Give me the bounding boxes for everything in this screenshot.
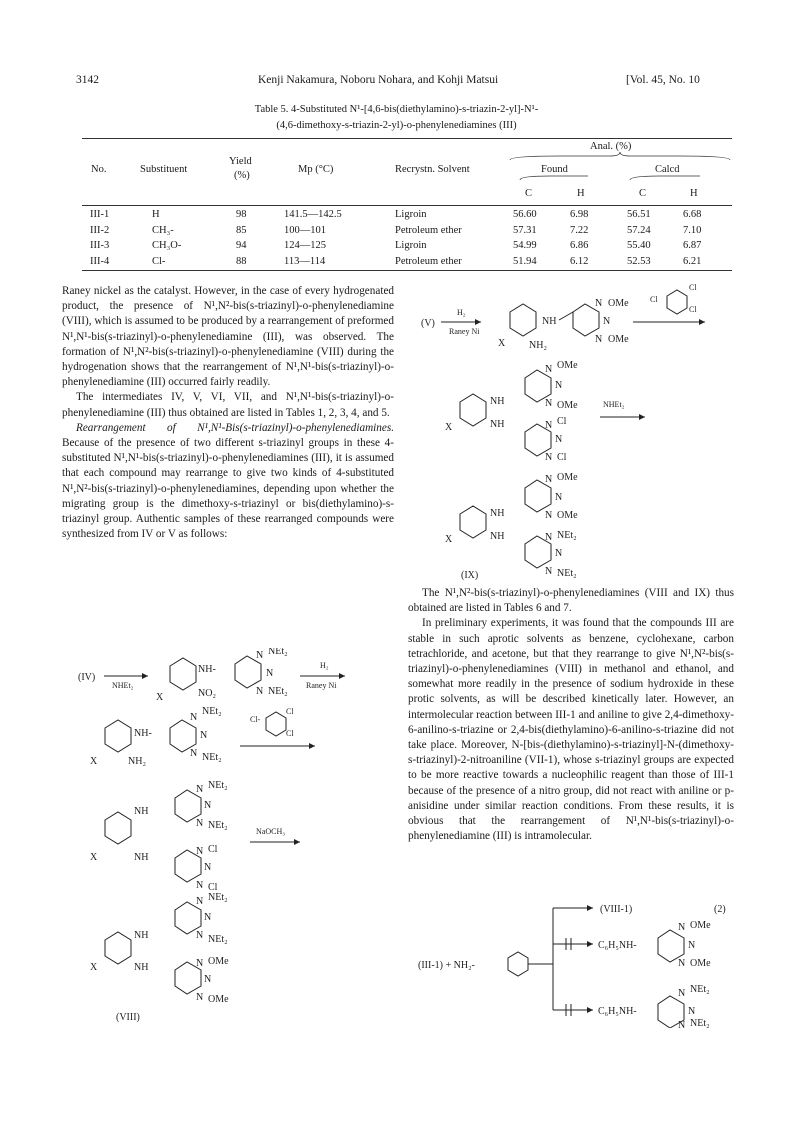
paragraph: The intermediates IV, V, VI, VII, and N¹,N¹-bis(s-triazinyl)-o-phenylenediamine (III) thus obtained are listed in Tables 1, 2, 3, 4, and 5. — [62, 391, 394, 419]
svg-text:NEt₂: NEt₂ — [690, 984, 710, 995]
table-cell-no: III-2 — [90, 224, 110, 236]
svg-text:N: N — [603, 316, 611, 327]
th-mp: Mp (°C) — [298, 164, 334, 175]
svg-text:H₂: H₂ — [457, 308, 466, 317]
table-cell-no: III-4 — [90, 255, 110, 267]
svg-text:N: N — [190, 712, 198, 723]
svg-text:X: X — [90, 852, 98, 863]
svg-text:N: N — [196, 930, 204, 941]
scheme-aniline — [408, 900, 736, 1028]
svg-text:N: N — [204, 800, 212, 811]
svg-text:X: X — [90, 962, 98, 973]
table-cell-solvent: Petroleum ether — [395, 224, 462, 236]
table-cell-ch: 6.68 — [683, 209, 702, 220]
svg-text:NH₂: NH₂ — [128, 756, 146, 767]
svg-text:Cl-: Cl- — [250, 715, 261, 724]
svg-text:NEt₂: NEt₂ — [208, 934, 228, 945]
table-cell-yield: 98 — [236, 209, 247, 220]
svg-text:NO₂: NO₂ — [198, 688, 216, 699]
svg-text:NH: NH — [134, 930, 149, 941]
volume-info: [Vol. 45, No. 10 — [626, 74, 700, 86]
scheme-iv-to-viii — [70, 648, 400, 1026]
table-cell-no: III-1 — [90, 209, 110, 220]
svg-text:Cl: Cl — [208, 882, 218, 893]
svg-text:NaOCH₃: NaOCH₃ — [256, 827, 286, 836]
table-cell-fc: 56.60 — [513, 209, 537, 220]
svg-text:(IV): (IV) — [78, 672, 96, 683]
svg-text:C₆H₅NH-: C₆H₅NH- — [598, 940, 637, 951]
svg-text:N: N — [678, 988, 686, 999]
table-cell-yield: 85 — [236, 224, 247, 236]
svg-text:(2): (2) — [714, 904, 726, 915]
left-column-text — [62, 284, 394, 542]
svg-text:Raney Ni: Raney Ni — [306, 681, 337, 690]
svg-text:N: N — [256, 650, 264, 661]
svg-text:N: N — [555, 548, 563, 559]
table-cell-fh: 6.98 — [570, 209, 589, 220]
svg-text:N: N — [678, 958, 686, 969]
svg-text:X: X — [498, 338, 506, 349]
svg-text:NH: NH — [490, 419, 505, 430]
svg-text:NEt₂: NEt₂ — [202, 706, 222, 717]
svg-text:N: N — [196, 958, 204, 969]
svg-text:Cl: Cl — [286, 707, 294, 716]
table-top-rule — [82, 138, 732, 139]
table-cell-ch: 6.21 — [683, 255, 702, 267]
table-cell-yield: 94 — [236, 240, 247, 251]
svg-text:NH: NH — [134, 962, 149, 973]
svg-text:X: X — [156, 692, 164, 703]
svg-text:OMe: OMe — [608, 298, 629, 309]
th-anal: Anal. (%) — [590, 141, 632, 152]
svg-text:Cl: Cl — [689, 305, 697, 314]
svg-text:N: N — [545, 420, 553, 431]
svg-text:N: N — [555, 434, 563, 445]
table-cell-fc: 51.94 — [513, 255, 537, 267]
table-cell-sub: H — [152, 209, 160, 220]
table-cell-fc: 54.99 — [513, 240, 537, 251]
paragraph: In preliminary experiments, it was found that the compounds III are stable in such aprotic solvents as benzene, cyclohexane, carbon tetrachloride, and acetone, but that they rearrange to give N¹,N²-bis(s-triazinyl)-o-phenylenediamines (VIII) in methanol and ethanol, and somewhat more readily in the presence of sodium hydroxide in these protic solvents, as will be described kinetically later. However, an intermolecular reaction between III-1 and aniline to give 2,4-dimethoxy-6-anilino-s-triazine or 2,4-bis(diethylamino)-6-anilino-s-triazine did not take place. Moreover, N-[bis-(diethylamino)-s-triazinyl]-N-(dimethoxy-s-triazinyl)-2-nitroaniline (VII-1), whose s-triazinyl groups are expected to be more reactive towards a nucleophilic reagent than those of III-1 because of the presence of a nitro group, did not react with aniline or p-anisidine under similar reaction conditions. From these results, it is obvious that the rearrangement of N¹,N¹-bis(s-triazinyl)-o-phenylenediamine (III) is intramolecular. — [408, 617, 734, 843]
table-cell-ch: 6.87 — [683, 240, 702, 251]
svg-text:N: N — [595, 334, 603, 345]
svg-text:N: N — [555, 492, 563, 503]
svg-text:(VIII-1): (VIII-1) — [600, 904, 633, 915]
label-viii: (VIII) — [116, 1012, 140, 1023]
svg-text:N: N — [545, 398, 553, 409]
svg-text:OMe: OMe — [557, 400, 578, 411]
svg-text:OMe: OMe — [557, 360, 578, 371]
svg-text:N: N — [204, 862, 212, 873]
table-cell-cc: 55.40 — [627, 240, 651, 251]
svg-text:N: N — [555, 380, 563, 391]
page-number: 3142 — [76, 74, 99, 86]
svg-text:Cl: Cl — [689, 283, 697, 292]
table-cell-solvent: Petroleum ether — [395, 255, 462, 267]
table-cell-mp: 113—114 — [284, 255, 326, 267]
svg-text:N: N — [204, 912, 212, 923]
table-header-rule — [82, 205, 732, 206]
paragraph: Because of the presence of two different s-triazinyl groups in these 4-substituted N¹,N¹-bis(s-triazinyl)-o-phenylenediamines (III), it is assumed that each compound may rearrange to give two kinds of 4-substituted N¹,N²-bis(s-triazinyl)-o-phenylenediamines, depending upon whether the migrating group is the dimethoxy-s-triazinyl or bis(diethylamino)-s-triazinyl group. Authentic samples of these rearranged compounds were synthesized from IV or V as follows: — [62, 437, 394, 541]
table-cell-fh: 7.22 — [570, 224, 589, 236]
label-ix: (IX) — [461, 570, 479, 580]
svg-text:OMe: OMe — [208, 994, 229, 1005]
svg-text:OMe: OMe — [208, 956, 229, 967]
svg-text:NEt₂: NEt₂ — [268, 686, 288, 697]
svg-text:Cl: Cl — [557, 452, 567, 463]
svg-text:N: N — [545, 510, 553, 521]
th-yield-unit: (%) — [234, 170, 250, 181]
table-cell-solvent: Ligroin — [395, 240, 427, 251]
table-cell-mp: 141.5—142.5 — [284, 209, 342, 220]
svg-text:Cl: Cl — [286, 729, 294, 738]
svg-text:N: N — [595, 298, 603, 309]
svg-text:X: X — [445, 422, 453, 433]
svg-text:X: X — [90, 756, 98, 767]
svg-text:(V): (V) — [421, 318, 435, 329]
svg-text:NH: NH — [134, 852, 149, 863]
svg-text:N: N — [545, 474, 553, 485]
svg-text:Cl: Cl — [650, 295, 658, 304]
svg-text:NEt₂: NEt₂ — [208, 892, 228, 903]
table-cell-no: III-3 — [90, 240, 110, 251]
th-found: Found — [541, 164, 568, 175]
svg-text:NEt₂: NEt₂ — [202, 752, 222, 763]
table-cell-sub: CH₃O- — [152, 240, 182, 251]
svg-text:NEt₂: NEt₂ — [208, 780, 228, 791]
table-bottom-rule — [82, 270, 732, 271]
svg-text:N: N — [545, 364, 553, 375]
svg-text:NEt₂: NEt₂ — [557, 530, 577, 541]
table-cell-sub: CH₃- — [152, 224, 174, 236]
svg-text:N: N — [545, 532, 553, 543]
svg-text:N: N — [200, 730, 208, 741]
th-no: No. — [91, 164, 107, 175]
svg-text:OMe: OMe — [690, 958, 711, 969]
th-yield: Yield — [229, 156, 252, 167]
svg-text:NEt₂: NEt₂ — [268, 648, 288, 657]
paragraph: Raney nickel as the catalyst. However, in the case of every hydrogenated product, the presence of N¹,N²-bis(s-triazinyl)-o-phenylenediamine (VIII), which is assumed to be produced by a rearrangement of preformed N¹,N¹-bis(s-triazinyl)-o-phenylenediamine (III), was observed. The formation of N¹,N²-bis(s-triazinyl)-o-phenylenediamine (VIII) during the hydrogenation shows that the rearrangement of N¹,N¹-bis(s-triazinyl)-o-phenylenediamine (III) occurred fairly readily. — [62, 285, 394, 389]
svg-text:N: N — [688, 1006, 696, 1017]
svg-text:N: N — [190, 748, 198, 759]
table-cell-fh: 6.12 — [570, 255, 589, 267]
svg-text:N: N — [196, 784, 204, 795]
right-column-text — [408, 586, 734, 844]
svg-text:H₂: H₂ — [320, 661, 329, 670]
table-cell-mp: 124—125 — [284, 240, 326, 251]
svg-text:NH: NH — [490, 396, 505, 407]
table-cell-ch: 7.10 — [683, 224, 702, 236]
svg-text:NEt₂: NEt₂ — [208, 820, 228, 831]
svg-text:(III-1) + NH₂-: (III-1) + NH₂- — [418, 960, 475, 971]
svg-text:OMe: OMe — [557, 472, 578, 483]
svg-text:C₆H₅NH-: C₆H₅NH- — [598, 1006, 637, 1017]
svg-text:Cl: Cl — [557, 416, 567, 427]
svg-text:N: N — [196, 896, 204, 907]
svg-text:N: N — [688, 940, 696, 951]
table-braces — [500, 148, 735, 188]
th-found-c: C — [525, 188, 533, 199]
table-caption-line1: Table 5. 4-Substituted N¹-[4,6-bis(diethylamino)-s-triazin-2-yl]-N¹- — [254, 104, 539, 115]
svg-text:NEt₂: NEt₂ — [557, 568, 577, 579]
svg-text:N: N — [196, 880, 204, 891]
table-cell-sub: Cl- — [152, 255, 166, 267]
svg-text:N: N — [266, 668, 274, 679]
svg-text:NH₂: NH₂ — [529, 340, 547, 351]
svg-text:NH: NH — [134, 806, 149, 817]
svg-text:OMe: OMe — [557, 510, 578, 521]
svg-text:Cl: Cl — [208, 844, 218, 855]
svg-text:N: N — [545, 452, 553, 463]
th-calcd-c: C — [639, 188, 647, 199]
svg-text:NHEt₂: NHEt₂ — [603, 400, 625, 409]
svg-text:NH: NH — [542, 316, 557, 327]
svg-text:N: N — [196, 818, 204, 829]
table-cell-solvent: Ligroin — [395, 209, 427, 220]
table-cell-cc: 56.51 — [627, 209, 651, 220]
running-authors: Kenji Nakamura, Noboru Nohara, and Kohji Matsui — [258, 74, 499, 86]
th-calcd: Calcd — [655, 164, 680, 175]
svg-text:NH: NH — [490, 508, 505, 519]
table-cell-yield: 88 — [236, 255, 247, 267]
table-cell-cc: 57.24 — [627, 224, 651, 236]
svg-text:N: N — [256, 686, 264, 697]
th-solvent: Recrystn. Solvent — [395, 164, 470, 175]
table-cell-mp: 100—101 — [284, 224, 326, 236]
th-found-h: H — [577, 188, 585, 199]
th-calcd-h: H — [690, 188, 698, 199]
section-heading: Rearrangement of N¹,N¹-Bis(s-triazinyl)-o-phenylenediamines. — [76, 421, 394, 434]
th-substituent: Substituent — [140, 164, 188, 175]
svg-text:NH-: NH- — [134, 728, 152, 739]
svg-text:N: N — [204, 974, 212, 985]
paragraph: The N¹,N²-bis(s-triazinyl)-o-phenylenediamines (VIII and IX) thus obtained are listed in Tables 6 and 7. — [408, 587, 734, 615]
svg-text:N: N — [678, 922, 686, 933]
svg-text:OMe: OMe — [690, 920, 711, 931]
svg-text:NH-: NH- — [198, 664, 216, 675]
table-cell-fh: 6.86 — [570, 240, 589, 251]
svg-text:OMe: OMe — [608, 334, 629, 345]
svg-text:N: N — [196, 992, 204, 1003]
svg-text:X: X — [445, 534, 453, 545]
svg-text:N: N — [196, 846, 204, 857]
svg-text:NEt₂: NEt₂ — [690, 1018, 710, 1028]
table-caption-line2: (4,6-dimethoxy-s-triazin-2-yl)-o-phenylenediamines (III) — [276, 120, 517, 131]
svg-text:NH: NH — [490, 531, 505, 542]
table-cell-cc: 52.53 — [627, 255, 651, 267]
svg-text:Raney Ni: Raney Ni — [449, 327, 480, 336]
table-cell-fc: 57.31 — [513, 224, 537, 236]
scheme-v-to-ix — [405, 282, 735, 580]
svg-text:NHEt₂: NHEt₂ — [112, 681, 134, 690]
svg-text:N: N — [545, 566, 553, 577]
svg-text:N: N — [678, 1020, 686, 1028]
